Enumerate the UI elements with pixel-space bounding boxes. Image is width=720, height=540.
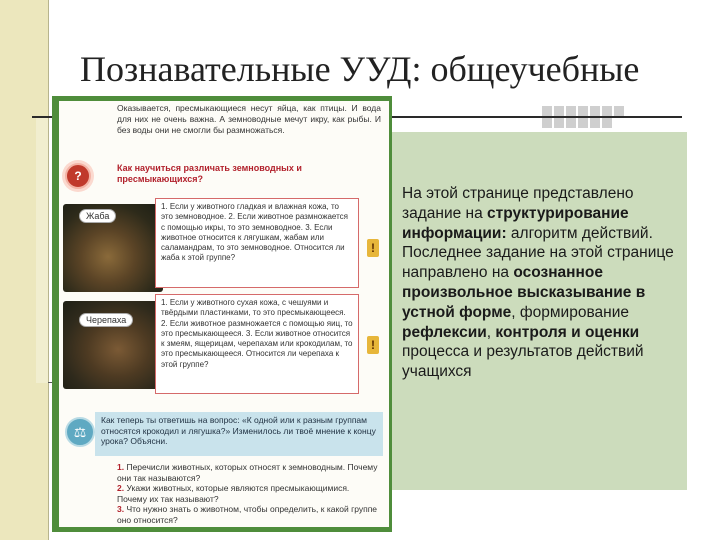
toad-label: Жаба <box>79 209 116 223</box>
textbook-intro-text: Оказывается, пресмыкающиеся несут яйца, как птицы. И вода для них не очень важна. А земноводные мечут икру, как рыбы. И без воды они не смогли бы размножаться. <box>117 103 381 135</box>
decor-square <box>578 106 588 116</box>
exclamation-icon: ! <box>367 239 379 257</box>
task-item: 1. Перечисли животных, которых относят к земноводным. Почему они так называются? <box>117 462 378 483</box>
left-decor-line <box>48 0 49 540</box>
amphibian-rules-box: 1. Если у животного гладкая и влажная кожа, то это земноводное. 2. Если животное размножается с помощью икры, то это земноводное. 3. Если животное относится к лягушкам, жабам или саламандрам, то это земноводное. Относится ли жаба к этой группе? <box>155 198 359 288</box>
decor-square <box>542 106 552 116</box>
exclamation-icon: ! <box>367 336 379 354</box>
textbook-question: Как научиться различать земноводных и пресмыкающихся? <box>117 163 302 184</box>
textbook-page <box>59 101 389 527</box>
decor-square <box>566 118 576 128</box>
textbook-page-image <box>52 96 392 532</box>
decor-square <box>554 118 564 128</box>
scales-icon: ⚖ <box>65 417 95 447</box>
description-text: На этой странице представлено задание на структурирование информации: алгоритм действий. Последнее задание на этой странице направлено на осознанное произвольное высказывание в устной форме, формирование рефлексии, контроля и оценки процесса и результатов действий учащихся <box>402 185 674 381</box>
decor-square <box>554 106 564 116</box>
turtle-label: Черепаха <box>79 313 133 327</box>
decor-square <box>590 106 600 116</box>
slide-title: Познавательные УУД: общеучебные <box>80 49 640 89</box>
task-list <box>117 462 381 525</box>
task-item: 2. Укажи животных, которые являются пресмыкающимися. Почему их так называют? <box>117 483 350 504</box>
task-item: 3. Что нужно знать о животном, чтобы определить, к какой группе оно относится? <box>117 504 378 525</box>
decor-square <box>602 118 612 128</box>
decor-square <box>590 118 600 128</box>
summary-question-box: Как теперь ты ответишь на вопрос: «К одной или к разным группам относятся крокодил и лягушка?» Изменилось ли твоё мнение к концу урока? Объясни. <box>95 412 383 456</box>
decor-square <box>566 106 576 116</box>
decor-square <box>602 106 612 116</box>
question-icon: ? <box>65 163 91 189</box>
decor-square <box>542 118 552 128</box>
decor-square <box>614 106 624 116</box>
left-decor-panel <box>36 118 48 383</box>
reptile-rules-box: 1. Если у животного сухая кожа, с чешуями и твёрдыми пластинками, то это пресмыкающееся. 2. Если животное размножается с помощью яиц, то это пресмыкающееся. 3. Если животное относится к змеям, ящерицам, черепахам или крокодилам, то это пресмыкающееся. Относится ли черепаха к этой группе? <box>155 294 359 394</box>
decor-square <box>578 118 588 128</box>
